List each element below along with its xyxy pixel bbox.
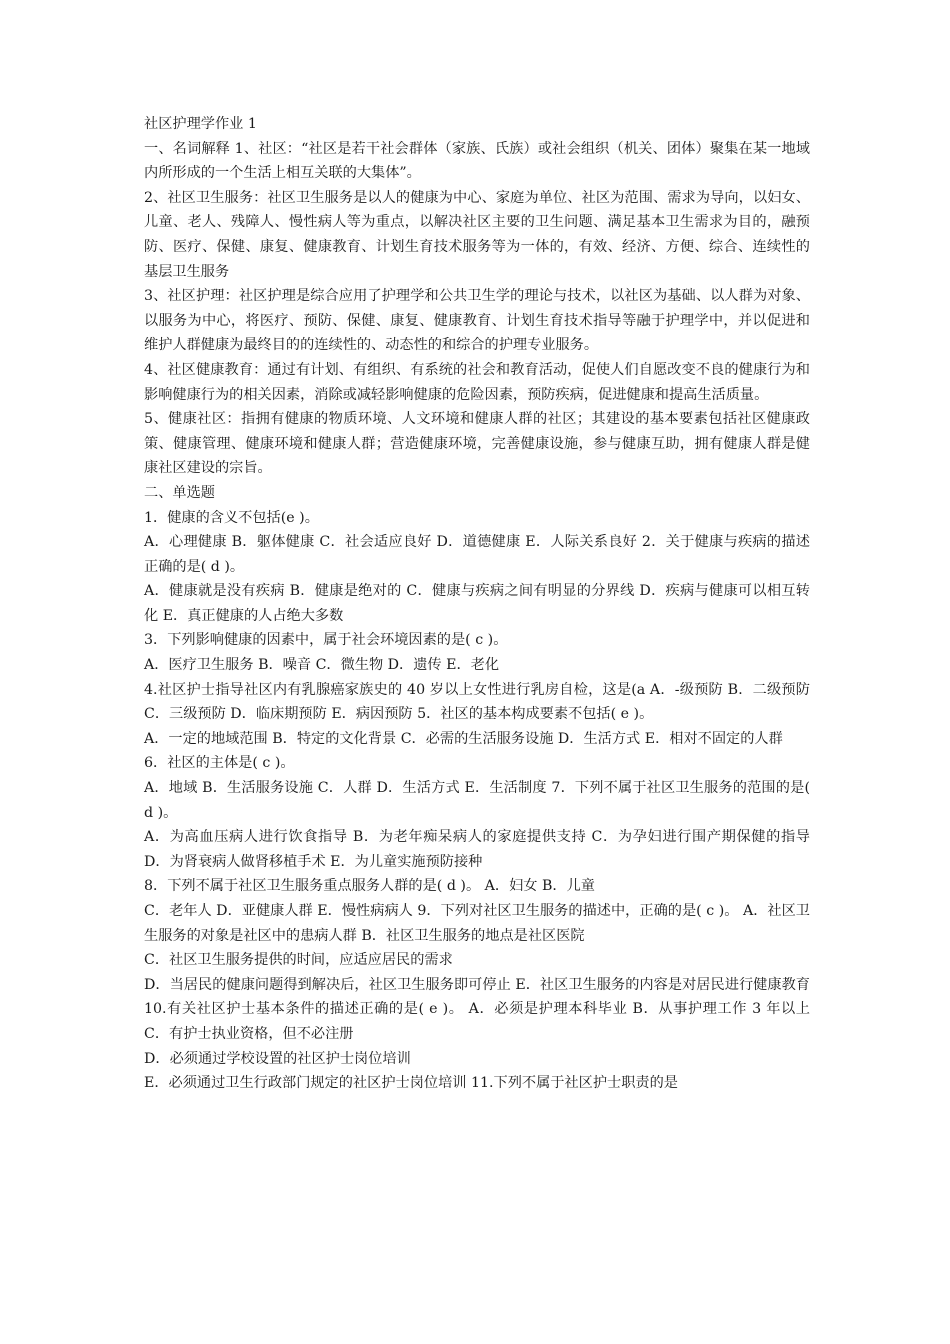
paragraph: 5、健康社区：指拥有健康的物质环境、人文环境和健康人群的社区；其建设的基本要素包括社区健康政策、健康管理、健康环境和健康人群；营造健康环境，完善健康设施，参与健康互助，拥有健康人群是健康社区建设的宗旨。 bbox=[144, 411, 810, 477]
options: D．当居民的健康问题得到解决后，社区卫生服务即可停止 E．社区卫生服务的内容是对居民进行健康教育 10.有关社区护士基本条件的描述正确的是( e )。 A．必须是护理本科毕业 B．从事护理工作 3 年以上 C．有护士执业资格，但不必注册 bbox=[144, 976, 810, 1042]
paragraph: 一、名词解释 1、社区：“社区是若干社会群体（家族、氏族）或社会组织（机关、团体）聚集在某一地域内所形成的一个生活上相互关联的大集体”。 bbox=[144, 140, 810, 182]
options: A．健康就是没有疾病 B．健康是绝对的 C．健康与疾病之间有明显的分界线 D．疾病与健康可以相互转化 E．真正健康的人占绝大多数 bbox=[144, 583, 810, 624]
question: 1．健康的含义不包括(e )。 bbox=[144, 509, 319, 526]
paragraph: 4、社区健康教育：通过有计划、有组织、有系统的社会和教育活动，促使人们自愿改变不良的健康行为和影响健康行为的相关因素，消除或减轻影响健康的危险因素，预防疾病，促进健康和提高生活质量。 bbox=[144, 361, 810, 403]
paragraph: 2、社区卫生服务：社区卫生服务是以人的健康为中心、家庭为单位、社区为范围、需求为导向，以妇女、儿童、老人、残障人、慢性病人等为重点，以解决社区主要的卫生问题、满足基本卫生需求为目的，融预防、医疗、保健、康复、健康教育、计划生育技术服务等为一体的，有效、经济、方便、综合、连续性的基层卫生服务 bbox=[144, 189, 810, 280]
options: A．一定的地域范围 B．特定的文化背景 C．必需的生活服务设施 D．生活方式 E．相对不固定的人群 bbox=[144, 730, 783, 747]
document-page bbox=[144, 112, 810, 1096]
section-heading: 二、单选题 bbox=[144, 484, 215, 501]
question: 3．下列影响健康的因素中，属于社会环境因素的是( c )。 bbox=[144, 632, 508, 649]
options: A．医疗卫生服务 B．噪音 C．微生物 D．遗传 E．老化 bbox=[144, 657, 500, 674]
question: 8．下列不属于社区卫生服务重点服务人群的是( d )。 A．妇女 B．儿童 bbox=[144, 878, 595, 895]
options: C．老年人 D．亚健康人群 E．慢性病病人 9．下列对社区卫生服务的描述中，正确的是( c )。 A．社区卫生服务的对象是社区中的患病人群 B．社区卫生服务的地点是社区医院 bbox=[144, 903, 810, 944]
options: D．必须通过学校设置的社区护士岗位培训 bbox=[144, 1050, 411, 1067]
options: A．为高血压病人进行饮食指导 B．为老年痴呆病人的家庭提供支持 C．为孕妇进行围产期保健的指导 D．为肾衰病人做肾移植手术 E．为儿童实施预防接种 bbox=[144, 829, 810, 870]
question: 4.社区护士指导社区内有乳腺癌家族史的 40 岁以上女性进行乳房自检，这是(a A．-级预防 B．二级预防 C．三级预防 D．临床期预防 E．病因预防 5．社区的基本构成要素不包括( e )。 bbox=[144, 681, 810, 723]
options: E．必须通过卫生行政部门规定的社区护士岗位培训 11.下列不属于社区护士职责的是 bbox=[144, 1075, 678, 1092]
options: C．社区卫生服务提供的时间，应适应居民的需求 bbox=[144, 952, 453, 969]
options: A．地域 B．生活服务设施 C．人群 D．生活方式 E．生活制度 7．下列不属于社区卫生服务的范围的是( d )。 bbox=[144, 780, 810, 821]
options: A．心理健康 B．躯体健康 C．社会适应良好 D．道德健康 E．人际关系良好 2．关于健康与疾病的描述正确的是( d )。 bbox=[144, 534, 810, 575]
paragraph: 3、社区护理：社区护理是综合应用了护理学和公共卫生学的理论与技术，以社区为基础、以人群为对象、以服务为中心，将医疗、预防、保健、康复、健康教育、计划生育技术指导等融于护理学中，并以促进和维护人群健康为最终目的的连续性的、动态性的和综合的护理专业服务。 bbox=[144, 288, 810, 354]
question: 6．社区的主体是( c )。 bbox=[144, 755, 295, 772]
document-title: 社区护理学作业 1 bbox=[144, 116, 257, 132]
